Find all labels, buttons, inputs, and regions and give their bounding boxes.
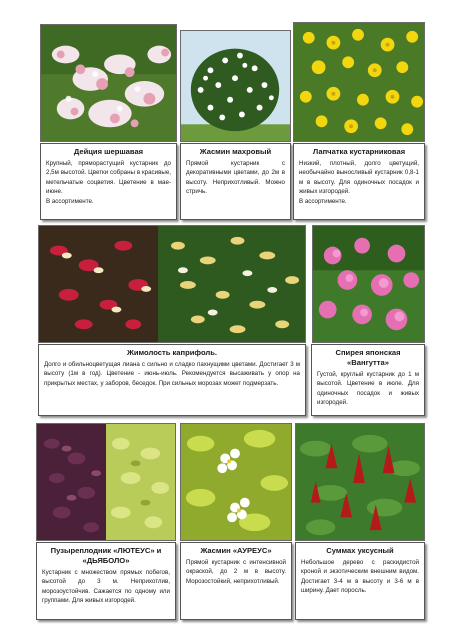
photo-sumac [295,423,425,541]
card-description: Долго и обильноцветущая лиана с сильно и сладко пахнущими цветами. Достигает 3 м высоту (1м в год). Цветение - июнь-июль. Рекомендуется высаживать у опор на прикрытых местах, у заборов, беседок. При сильных морозах может подмерзать. [44,361,300,387]
card-jasmine-double [180,143,291,220]
card-description: Низкий, плотный, долго цветущий, необычайно выносливый кустарник 0,8-1 м в высоту. Для одиночных посадок и живых изгородей. [299,160,419,196]
card-sumac [295,542,425,620]
card-description: Прямой кустарник с декоративными цветами, до 2м в высоту. Неприхотливый. Можно стричь. [186,160,285,196]
card-title: Жимолость каприфоль. [127,348,217,357]
card-deutzia [40,143,177,220]
card-description: Прямой кустарник с интенсивной окраской, до 2 м в высоту. Морозостойкий, неприхотливый. [186,559,286,585]
card-description: Кустарник с множеством прямых побегов, высотой до 3 м. Неприхотлив, морозоустойчив. Сажается по одному или группами. Для живых изгородей. [42,569,170,605]
card-note: В ассортименте. [299,197,347,205]
photo-potentilla [293,22,425,142]
card-title: Лапчатка кустарниковая [312,147,406,156]
card-honeysuckle [38,344,306,416]
photo-deutzia [40,24,177,142]
photo-jasmine-aureus [180,423,292,541]
card-title: Жасмин «АУРЕУС» [200,546,272,555]
card-title: Жасмин махровый [199,147,272,156]
photo-jasmine-double [180,30,291,142]
photo-honeysuckle [38,225,306,343]
card-description: Крупный, пряморастущий кустарник до 2,5м высотой. Цветки собраны в красивые, метельчатые соцветия. Цветение в мае-июне. [46,160,171,196]
card-description: Небольшое дерево с раскидистой кроной и экзотическим внешним видом. Достигает 3-4 м в высоту и 3-6 м в ширину. Дает поросль. [301,559,419,595]
card-physocarpus [36,542,176,620]
photo-spiraea [312,225,425,343]
card-description: Густой, круглый кустарник до 1 м высотой. Цветение в июле. Для одиночных посадок и живых изгородей. [317,371,419,407]
card-spiraea [311,344,425,416]
card-jasmine-aureus [180,542,292,620]
card-note: В ассортименте. [46,197,94,205]
card-title: Суммах уксусный [326,546,394,555]
photo-physocarpus [36,423,176,541]
card-title: Пузыреплодник «ЛЮТЕУС» и «ДЬЯБОЛО» [50,546,162,565]
card-potentilla [293,143,425,220]
card-title: Спирея японская «Вангутта» [335,348,401,367]
card-title: Дейция шершавая [73,147,144,156]
